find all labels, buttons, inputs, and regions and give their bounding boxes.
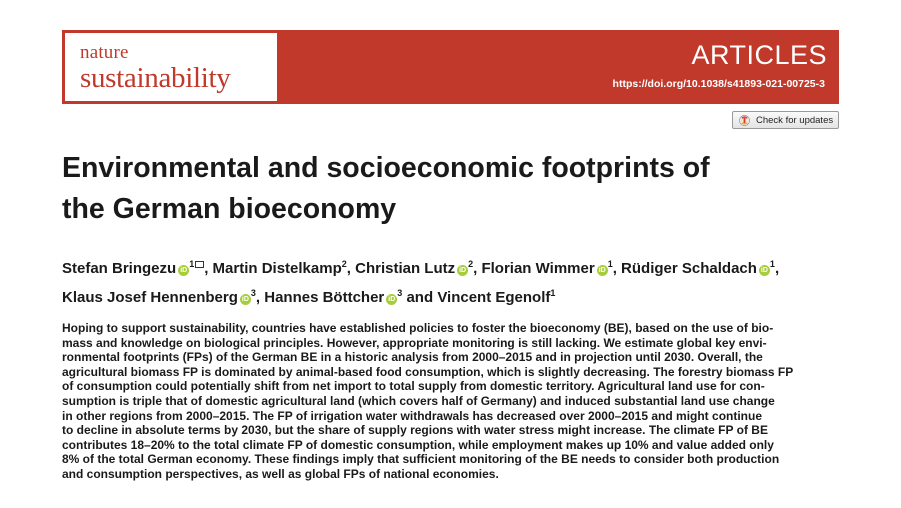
affiliation-marker: 1 [189, 259, 195, 269]
author-separator: , [612, 260, 622, 277]
orcid-icon[interactable]: iD [180, 267, 188, 274]
check-for-updates-button[interactable] [732, 111, 839, 129]
author-name[interactable]: Christian Lutz [355, 260, 456, 277]
author-separator: , [346, 260, 356, 277]
abstract-line: ronmental footprints (FPs) of the German BE in a historic analysis from 2000–2015 and in projection until 2030. Overall, the [62, 350, 763, 365]
affiliation-marker: 3 [397, 288, 403, 298]
abstract-line: agricultural biomass FP is dominated by animal-based food consumption, which is slightly decreasing. The forestry biomass FP [62, 364, 794, 379]
logo-nature-text: nature [80, 42, 129, 63]
author-separator: , [473, 260, 482, 277]
affiliation-marker: 2 [468, 259, 474, 269]
abstract-line: mass and knowledge on biological principles. However, appropriate monitoring is still lacking. We estimate global key envi- [62, 335, 767, 350]
author-separator: and [402, 289, 438, 306]
affiliation-marker: 2 [341, 259, 347, 269]
abstract-line: 8% of the total German economy. These findings imply that sufficient monitoring of the BE needs to consider both production [62, 452, 780, 467]
orcid-icon[interactable]: iD [388, 296, 396, 303]
check-for-updates-icon [739, 115, 750, 126]
abstract-line: Hoping to support sustainability, countries have established policies to foster the bioeconomy (BE), based on the use of bio- [62, 321, 774, 335]
doi-link[interactable]: https://doi.org/10.1038/s41893-021-00725-3 [612, 78, 825, 90]
journal-header-banner [62, 30, 839, 104]
abstract-line: to decline in absolute terms by 2030, but the share of supply regions with water stress might increase. The climate FP of BE [62, 423, 768, 438]
author-name[interactable]: Klaus Josef Hennenberg [62, 289, 238, 306]
email-icon[interactable] [195, 261, 204, 268]
affiliation-marker: 1 [607, 259, 613, 269]
author-name[interactable]: Stefan Bringezu [62, 260, 177, 277]
author-name[interactable]: Martin Distelkamp [212, 260, 342, 277]
author-name[interactable]: Florian Wimmer [481, 260, 595, 277]
section-label: ARTICLES [691, 40, 827, 70]
orcid-icon[interactable]: iD [760, 267, 768, 274]
author-name[interactable]: Rüdiger Schaldach [621, 260, 757, 277]
title-line: the German bioeconomy [62, 193, 397, 225]
abstract-line: of consumption could potentially shift from net import to total supply from domestic territory. Agricultural land use for con- [62, 379, 765, 394]
abstract-line: sumption is triple that of domestic agricultural land (which covers half of Germany) and induced substantial land use change [62, 393, 775, 408]
affiliation-marker: 3 [250, 288, 256, 298]
check-for-updates-label: Check for updates [756, 114, 834, 126]
title-line: Environmental and socioeconomic footprints of [62, 152, 710, 184]
abstract [62, 321, 842, 482]
abstract-line: and consumption perspectives, as well as global FPs of national economies. [62, 466, 499, 481]
orcid-icon[interactable]: iD [598, 267, 606, 274]
author-separator: , [204, 260, 213, 277]
author-name[interactable]: Vincent Egenolf [437, 289, 551, 306]
orcid-icon[interactable]: iD [241, 296, 249, 303]
affiliation-marker: 1 [550, 288, 556, 298]
author-separator: , [255, 289, 265, 306]
journal-logo[interactable] [65, 33, 277, 101]
author-separator: , [774, 260, 780, 277]
author-list [62, 252, 852, 310]
orcid-icon[interactable]: iD [459, 267, 467, 274]
abstract-line: in other regions from 2000–2015. The FP of irrigation water withdrawals has decreased over 2000–2015 and might continue [62, 408, 763, 423]
article-title [62, 148, 822, 230]
author-name[interactable]: Hannes Böttcher [264, 289, 385, 306]
abstract-line: contributes 18–20% to the total climate FP of domestic consumption, while employment makes up 10% and value added only [62, 437, 774, 452]
affiliation-marker: 1 [769, 259, 775, 269]
logo-sustainability-text: sustainability [80, 62, 231, 94]
